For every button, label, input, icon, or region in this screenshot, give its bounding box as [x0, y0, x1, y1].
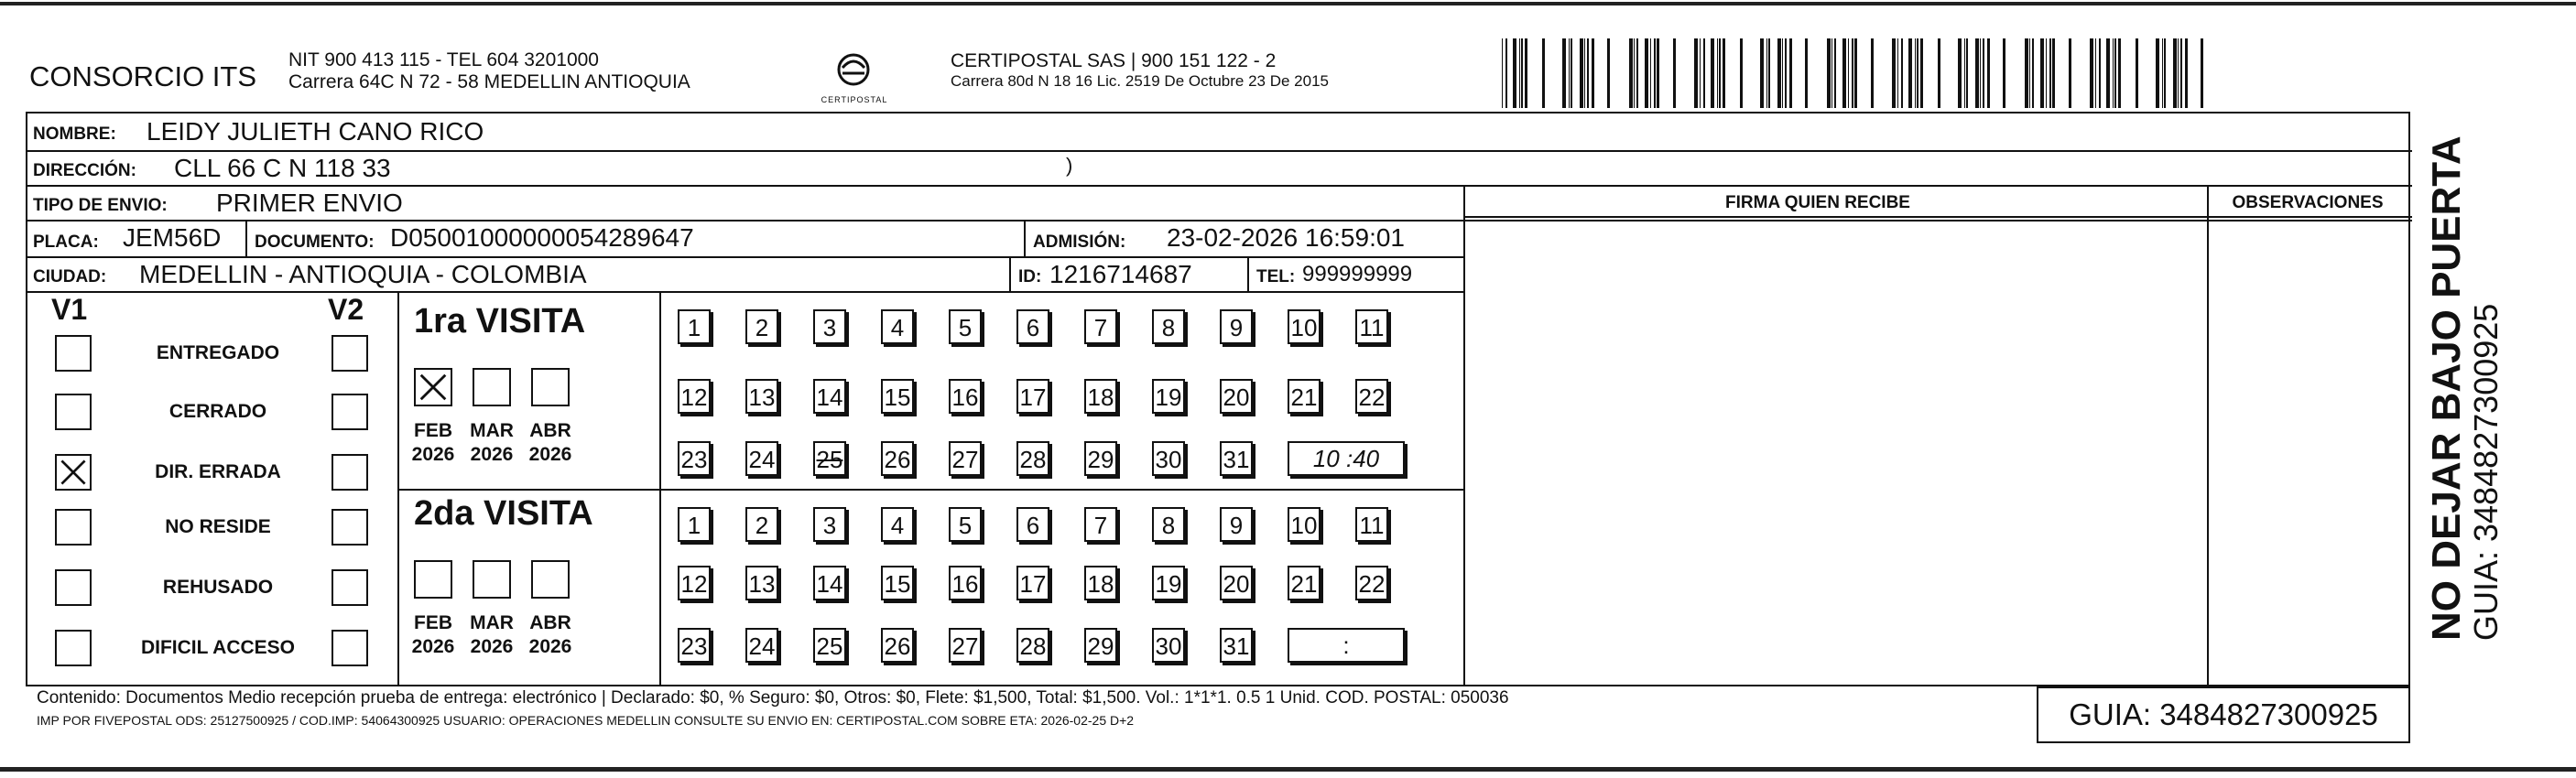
- day-box[interactable]: 4: [881, 309, 914, 344]
- nombre-label: NOMBRE:: [33, 124, 116, 144]
- day-box[interactable]: 19: [1152, 566, 1185, 600]
- barcode-bar: [1740, 38, 1743, 108]
- id-label: ID:: [1018, 267, 1042, 286]
- second-visit-title: 2da VISITA: [414, 494, 593, 533]
- barcode-bar: [2201, 38, 2203, 108]
- day-box[interactable]: 16: [949, 379, 982, 414]
- v2-checkbox[interactable]: [332, 630, 368, 666]
- barcode-bar: [1542, 38, 1545, 108]
- month-label: MAR 2026: [470, 612, 514, 657]
- barcode-bar: [1975, 38, 1979, 108]
- ciudad-value: MEDELLIN - ANTIOQUIA - COLOMBIA: [139, 260, 587, 288]
- barcode: [1502, 38, 2207, 108]
- day-box[interactable]: 21: [1288, 379, 1321, 414]
- day-box[interactable]: 29: [1084, 441, 1117, 476]
- barcode-bar: [1521, 38, 1523, 108]
- id-value: 1216714687: [1049, 260, 1192, 288]
- barcode-bar: [1717, 38, 1718, 108]
- day-box[interactable]: 1: [678, 507, 711, 542]
- placa-label: PLACA:: [33, 232, 99, 252]
- barcode-bar: [2025, 38, 2028, 108]
- day-box[interactable]: 24: [745, 441, 778, 476]
- day-box[interactable]: 14: [813, 379, 846, 414]
- barcode-bar: [1848, 38, 1849, 108]
- barcode-bar: [1777, 38, 1781, 108]
- content-line: Contenido: Documentos Medio recepción prueba de entrega: electrónico | Declarado: $0, % Seguro: $0, Otros: $0, Flete: $1,500, Total: $1,500. Vol.: 1*1*1. 0.5 1 Unid. COD. POSTAL: 050036: [37, 688, 1509, 708]
- barcode-bar: [1987, 38, 1990, 108]
- barcode-bar: [1766, 38, 1767, 108]
- day-box[interactable]: 24: [745, 628, 778, 663]
- month-label: ABR 2026: [528, 420, 572, 465]
- barcode-bar: [1789, 38, 1792, 108]
- v2-checkbox[interactable]: [332, 569, 368, 606]
- barcode-bar: [1584, 38, 1585, 108]
- barcode-bar: [2069, 38, 2071, 108]
- day-box[interactable]: 9: [1220, 309, 1253, 344]
- day-box[interactable]: 3: [813, 309, 846, 344]
- day-box[interactable]: 20: [1220, 379, 1253, 414]
- barcode-bar: [2178, 38, 2179, 108]
- day-box[interactable]: 7: [1084, 309, 1117, 344]
- day-box[interactable]: 8: [1152, 309, 1185, 344]
- day-box[interactable]: 2: [745, 309, 778, 344]
- barcode-bar: [1711, 38, 1714, 108]
- day-box[interactable]: 2: [745, 507, 778, 542]
- day-box[interactable]: 30: [1152, 441, 1185, 476]
- barcode-bar: [2003, 38, 2005, 108]
- direccion-mark: ): [1066, 154, 1073, 177]
- day-box[interactable]: 11: [1355, 507, 1388, 542]
- barcode-bar: [2173, 38, 2177, 108]
- row-nombre: [27, 113, 2412, 152]
- barcode-bar: [1587, 38, 1589, 108]
- barcode-bar: [1654, 38, 1656, 108]
- guia-box: GUIA: 3484827300925: [2037, 686, 2410, 743]
- day-box[interactable]: 28: [1016, 441, 1049, 476]
- time-box[interactable]: 10 :40: [1288, 441, 1405, 476]
- day-box[interactable]: 31: [1220, 628, 1253, 663]
- barcode-bar: [1694, 38, 1698, 108]
- barcode-bar: [1785, 38, 1787, 108]
- reason-label: ENTREGADO: [156, 342, 280, 363]
- barcode-bar: [2180, 38, 2182, 108]
- v1-checkbox[interactable]: [55, 454, 92, 491]
- month-checkbox[interactable]: [414, 560, 452, 599]
- barcode-bar: [1513, 38, 1516, 108]
- barcode-bar: [2049, 38, 2051, 108]
- barcode-bar: [1892, 38, 1896, 108]
- day-box[interactable]: 21: [1288, 566, 1321, 600]
- barcode-bar: [1629, 38, 1633, 108]
- tel-label: TEL:: [1256, 267, 1296, 286]
- side-warning: NO DEJAR BAJO PUERTA: [2424, 135, 2469, 641]
- v1-checkbox[interactable]: [55, 335, 92, 372]
- barcode-bar: [1917, 38, 1918, 108]
- row-ciudad: [27, 258, 1465, 293]
- day-box[interactable]: 15: [881, 379, 914, 414]
- barcode-bar: [1852, 38, 1853, 108]
- barcode-bar: [1719, 38, 1721, 108]
- barcode-bar: [1571, 38, 1572, 108]
- barcode-bar: [1831, 38, 1832, 108]
- barcode-bar: [1915, 38, 1916, 108]
- reason-label: NO RESIDE: [165, 516, 271, 537]
- tipo-label: TIPO DE ENVIO:: [33, 196, 168, 215]
- barcode-bar: [2095, 38, 2096, 108]
- barcode-bar: [2052, 38, 2055, 108]
- barcode-bar: [2113, 38, 2114, 108]
- barcode-bar: [2164, 38, 2166, 108]
- barcode-bar: [1562, 38, 1566, 108]
- day-box[interactable]: 18: [1084, 379, 1117, 414]
- month-label: ABR 2026: [528, 612, 572, 657]
- barcode-bar: [1854, 38, 1857, 108]
- barcode-bar: [1569, 38, 1570, 108]
- address-line: Carrera 64C N 72 - 58 MEDELLIN ANTIOQUIA: [288, 71, 690, 92]
- admision-value: 23-02-2026 16:59:01: [1167, 223, 1405, 252]
- v1-header: V1: [51, 293, 88, 326]
- barcode-bar: [2136, 38, 2138, 108]
- observaciones-header: OBSERVACIONES: [2232, 193, 2384, 212]
- imp-line: IMP POR FIVEPOSTAL ODS: 25127500925 / COD.IMP: 54064300925 USUARIO: OPERACIONES MEDELLIN CONSULTE SU ENVIO EN: CERTIPOSTAL.COM SOBRE ETA: 2026-02-25 D+2: [37, 713, 1135, 728]
- v1-checkbox[interactable]: [55, 630, 92, 666]
- barcode-bar: [1505, 38, 1507, 108]
- v2-header: V2: [328, 293, 364, 326]
- barcode-bar: [2099, 38, 2101, 108]
- month-checkbox[interactable]: [531, 368, 570, 406]
- tel-value: 999999999: [1302, 262, 1413, 286]
- day-box[interactable]: 30: [1152, 628, 1185, 663]
- day-box[interactable]: 1: [678, 309, 711, 344]
- day-box[interactable]: 28: [1016, 628, 1049, 663]
- reason-label: DIR. ERRADA: [155, 461, 281, 482]
- barcode-bar: [1636, 38, 1638, 108]
- barcode-bar: [1980, 38, 1981, 108]
- barcode-bar: [1592, 38, 1594, 108]
- day-box[interactable]: 22: [1355, 566, 1388, 600]
- top-rule: [0, 2, 2576, 5]
- day-box[interactable]: 8: [1152, 507, 1185, 542]
- day-box[interactable]: 25: [813, 441, 846, 476]
- day-box[interactable]: 27: [949, 628, 982, 663]
- barcode-bar: [1700, 38, 1701, 108]
- barcode-bar: [1723, 38, 1725, 108]
- day-box[interactable]: 6: [1016, 507, 1049, 542]
- company-details: [288, 49, 690, 93]
- day-box[interactable]: 13: [745, 379, 778, 414]
- day-box[interactable]: 10: [1288, 507, 1321, 542]
- barcode-bar: [1657, 38, 1659, 108]
- barcode-bar: [1938, 38, 1940, 108]
- day-box[interactable]: 12: [678, 566, 711, 600]
- nit-line: NIT 900 413 115 - TEL 604 3201000: [288, 49, 599, 70]
- reason-label: REHUSADO: [162, 577, 274, 598]
- barcode-bar: [1983, 38, 1984, 108]
- row-direccion: [27, 152, 2412, 187]
- barcode-bar: [1834, 38, 1836, 108]
- day-box[interactable]: 26: [881, 441, 914, 476]
- barcode-bar: [2106, 38, 2110, 108]
- v1-checkbox[interactable]: [55, 509, 92, 546]
- barcode-bar: [1634, 38, 1635, 108]
- month-label: FEB 2026: [411, 612, 455, 657]
- barcode-bar: [2090, 38, 2093, 108]
- tipo-value: PRIMER ENVIO: [216, 189, 403, 217]
- documento-label: DOCUMENTO:: [255, 232, 375, 252]
- placa-value: JEM56D: [123, 223, 222, 252]
- day-box[interactable]: 31: [1220, 441, 1253, 476]
- row-placa: [27, 222, 1465, 258]
- day-box[interactable]: 29: [1084, 628, 1117, 663]
- side-guia: GUIA: 3484827300925: [2467, 303, 2505, 641]
- v1-checkbox[interactable]: [55, 569, 92, 606]
- barcode-bar: [1502, 38, 1503, 108]
- barcode-bar: [2185, 38, 2188, 108]
- firma-header: FIRMA QUIEN RECIBE: [1725, 193, 1910, 212]
- barcode-bar: [1842, 38, 1846, 108]
- barcode-bar: [1760, 38, 1764, 108]
- barcode-bar: [2032, 38, 2034, 108]
- barcode-bar: [1871, 38, 1874, 108]
- barcode-bar: [2046, 38, 2047, 108]
- day-box[interactable]: 17: [1016, 566, 1049, 600]
- day-box[interactable]: 13: [745, 566, 778, 600]
- v2-checkbox[interactable]: [332, 454, 368, 491]
- day-box[interactable]: 27: [949, 441, 982, 476]
- barcode-bar: [1782, 38, 1783, 108]
- bottom-rule: [0, 767, 2576, 772]
- company-name: CONSORCIO ITS: [29, 60, 257, 92]
- barcode-bar: [2156, 38, 2159, 108]
- v2-checkbox[interactable]: [332, 509, 368, 546]
- barcode-bar: [1901, 38, 1903, 108]
- time-box[interactable]: :: [1288, 628, 1405, 663]
- month-label: MAR 2026: [470, 420, 514, 465]
- day-box[interactable]: 10: [1288, 309, 1321, 344]
- barcode-bar: [1827, 38, 1831, 108]
- barcode-bar: [1650, 38, 1651, 108]
- day-box[interactable]: 9: [1220, 507, 1253, 542]
- v2-checkbox[interactable]: [332, 394, 368, 430]
- month-label: FEB 2026: [411, 420, 455, 465]
- certipostal-address: Carrera 80d N 18 16 Lic. 2519 De Octubre 23 De 2015: [951, 72, 1329, 90]
- v1-checkbox[interactable]: [55, 394, 92, 430]
- barcode-bar: [1768, 38, 1770, 108]
- direccion-value: CLL 66 C N 118 33: [174, 154, 391, 182]
- barcode-bar: [2114, 38, 2116, 108]
- barcode-bar: [1920, 38, 1923, 108]
- barcode-bar: [1580, 38, 1583, 108]
- day-box[interactable]: 15: [881, 566, 914, 600]
- day-box[interactable]: 4: [881, 507, 914, 542]
- admision-label: ADMISIÓN:: [1033, 232, 1126, 252]
- month-checkbox[interactable]: [414, 368, 452, 406]
- day-box[interactable]: 16: [949, 566, 982, 600]
- barcode-bar: [1897, 38, 1898, 108]
- documento-value: D05001000000054289647: [390, 223, 694, 252]
- certipostal-details: [951, 51, 1329, 92]
- day-box[interactable]: 6: [1016, 309, 1049, 344]
- side-text: [2425, 135, 2504, 641]
- day-box[interactable]: 25: [813, 628, 846, 663]
- barcode-bar: [1908, 38, 1912, 108]
- first-visit-title: 1ra VISITA: [414, 302, 586, 340]
- barcode-bar: [2029, 38, 2030, 108]
- barcode-bar: [1966, 38, 1968, 108]
- day-box[interactable]: 12: [678, 379, 711, 414]
- reason-label: CERRADO: [168, 401, 267, 422]
- barcode-bar: [1525, 38, 1527, 108]
- barcode-bar: [1673, 38, 1676, 108]
- day-box[interactable]: 7: [1084, 507, 1117, 542]
- day-box[interactable]: 11: [1355, 309, 1388, 344]
- day-box[interactable]: 19: [1152, 379, 1185, 414]
- barcode-bar: [1958, 38, 1962, 108]
- day-box[interactable]: 22: [1355, 379, 1388, 414]
- ciudad-label: CIUDAD:: [33, 267, 107, 286]
- barcode-bar: [2118, 38, 2121, 108]
- reason-label: DIFICIL ACCESO: [140, 637, 295, 658]
- direccion-label: DIRECCIÓN:: [33, 161, 136, 180]
- barcode-bar: [1519, 38, 1520, 108]
- day-box[interactable]: 5: [949, 507, 982, 542]
- barcode-bar: [2040, 38, 2044, 108]
- day-box[interactable]: 14: [813, 566, 846, 600]
- day-box[interactable]: 23: [678, 441, 711, 476]
- month-checkbox[interactable]: [531, 560, 570, 599]
- day-box[interactable]: 17: [1016, 379, 1049, 414]
- barcode-bar: [2162, 38, 2163, 108]
- barcode-bar: [1607, 38, 1610, 108]
- month-checkbox[interactable]: [473, 560, 511, 599]
- nombre-value: LEIDY JULIETH CANO RICO: [147, 117, 484, 146]
- barcode-bar: [1703, 38, 1705, 108]
- v2-checkbox[interactable]: [332, 335, 368, 372]
- certipostal-line: CERTIPOSTAL SAS | 900 151 122 - 2: [951, 50, 1277, 71]
- barcode-bar: [1805, 38, 1808, 108]
- day-box[interactable]: 20: [1220, 566, 1253, 600]
- day-box[interactable]: 26: [881, 628, 914, 663]
- day-box[interactable]: 5: [949, 309, 982, 344]
- barcode-bar: [1645, 38, 1648, 108]
- day-box[interactable]: 18: [1084, 566, 1117, 600]
- logo-text: CERTIPOSTAL: [821, 95, 888, 104]
- day-box[interactable]: 3: [813, 507, 846, 542]
- day-box[interactable]: 23: [678, 628, 711, 663]
- barcode-bar: [1964, 38, 1965, 108]
- month-checkbox[interactable]: [473, 368, 511, 406]
